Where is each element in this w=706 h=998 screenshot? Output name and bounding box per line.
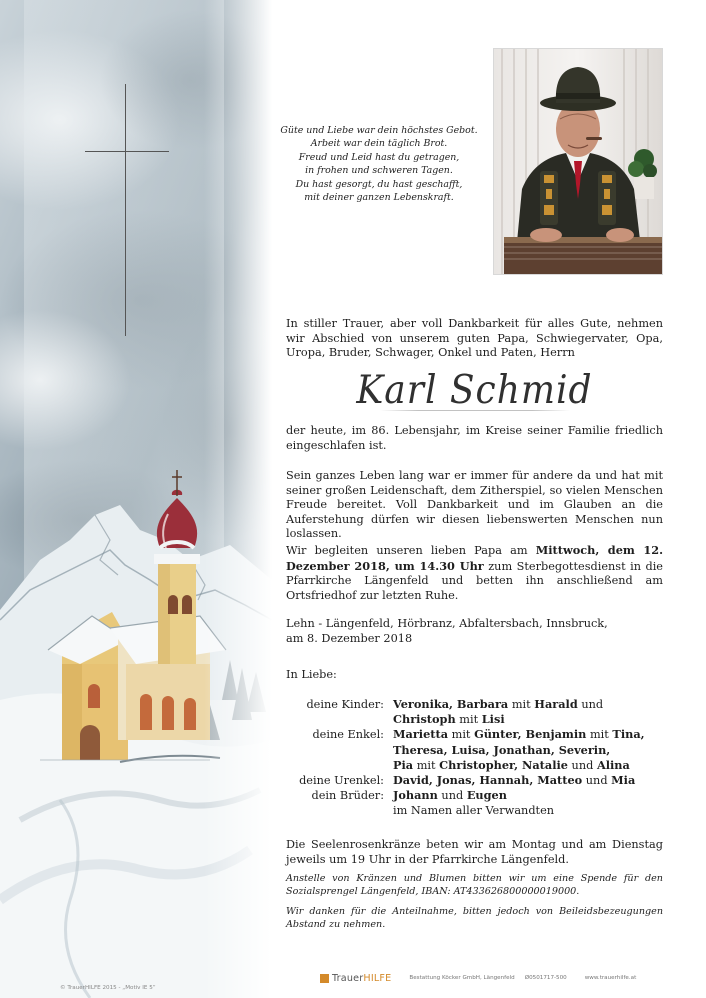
poem-line: Güte und Liebe war dein höchstes Gebot. — [280, 125, 478, 136]
family-list — [286, 697, 666, 819]
brueder-names: Johann und Eugen — [393, 788, 507, 803]
verwandte-line: im Namen aller Verwandten — [393, 804, 555, 818]
brueder-label: dein Brüder: — [311, 789, 384, 803]
enkel-label: deine Enkel: — [312, 728, 384, 742]
place-date — [286, 617, 663, 646]
poem — [272, 124, 486, 204]
kinder-names: Veronika, Barbara mit Harald und — [393, 697, 604, 711]
family-row — [286, 758, 666, 773]
urenkel-names: David, Jonas, Hannah, Matteo und Mia — [393, 772, 636, 787]
family-row — [286, 803, 666, 818]
company-name: Bestattung Köcker GmbH, Längenfeld — [409, 975, 515, 981]
enkel-names-2: Theresa, Luisa, Jonathan, Severin, — [393, 742, 611, 757]
family-row — [286, 788, 666, 803]
in-love-label: In Liebe: — [286, 668, 337, 681]
phone-number: Ø0501717-500 — [524, 975, 567, 981]
cross-horizontal-bar — [85, 151, 169, 152]
enkel-names-3: Pia mit Christopher, Natalie und Alina — [393, 757, 630, 772]
funeral-date: Mittwoch, dem 12. Dezember 2018, um 14.30 Uhr — [286, 543, 664, 573]
deceased-name-text: Karl Schmid — [356, 368, 593, 413]
copyright-note: © TrauerHILFE 2015 - „Motiv IE 5“ — [60, 985, 156, 991]
enkel-names: Marietta mit Günter, Benjamin mit Tina, — [393, 727, 645, 742]
date-line: am 8. Dezember 2018 — [286, 631, 413, 645]
cross-vertical-bar — [125, 84, 126, 336]
name-underline — [380, 410, 570, 411]
rosary-text: Die Seelenrosenkränze beten wir am Montag und am Dienstag jeweils um 19 Uhr in der Pfarrkirche Längenfeld. — [286, 838, 663, 866]
intro-text: In stiller Trauer, aber voll Dankbarkeit für alles Gute, nehmen wir Abschied von unserem guten Papa, Schwiegervater, Opa, Uropa, Bruder, Schwager, Onkel und Paten, Herrn — [286, 317, 663, 360]
family-row — [286, 773, 666, 788]
family-row — [286, 697, 666, 712]
kinder-label: deine Kinder: — [306, 698, 384, 711]
website-link[interactable]: www.trauerhilfe.at — [584, 975, 637, 981]
family-row — [286, 712, 666, 727]
place-line: Lehn - Längenfeld, Hörbranz, Abfaltersbach, Innsbruck, — [286, 617, 608, 630]
watercolor-church-panel — [0, 0, 272, 998]
death-text: der heute, im 86. Lebensjahr, im Kreise seiner Familie friedlich eingeschlafen ist. — [286, 424, 663, 452]
church-painting — [0, 0, 272, 998]
footer-brand — [320, 972, 636, 984]
donation-text: Anstelle von Kränzen und Blumen bitten wir um eine Spende für den Sozialsprengel Längenfeld, IBAN: AT433626800000019000. — [286, 873, 663, 897]
family-row — [286, 727, 666, 742]
poem-line: Freud und Leid hast du getragen, — [298, 151, 460, 163]
portrait-illustration — [494, 49, 662, 274]
portrait-photo — [494, 49, 662, 274]
kinder-names-2: Christoph mit Lisi — [393, 712, 505, 727]
funeral-pre: Wir begleiten unseren lieben Papa am — [286, 544, 536, 557]
deceased-name — [286, 370, 663, 411]
trauerhilfe-logo-icon — [320, 974, 329, 983]
life-text: Sein ganzes Leben lang war er immer für andere da und hat mit seiner großen Leidenschaft, dem Zitherspiel, so vielen Menschen Freude bereitet. Voll Dankbarkeit und im Glauben an die Auferstehung dürfen wir diesen liebenswerten Menschen nun loslassen. — [286, 469, 663, 541]
funeral-text — [286, 543, 663, 603]
poem-line: Du hast gesorgt, du hast geschafft, — [295, 178, 463, 190]
family-row — [286, 743, 666, 758]
poem-line: in frohen und schweren Tagen. — [305, 165, 453, 177]
thanks-text: Wir danken für die Anteilnahme, bitten jedoch von Beileidsbezeugungen Abstand zu nehmen. — [286, 906, 663, 930]
poem-line: mit deiner ganzen Lebenskraft. — [304, 192, 454, 204]
poem-line: Arbeit war dein täglich Brot. — [310, 138, 448, 150]
funeral-post: zum Sterbegottesdienst in die Pfarrkirche Längenfeld und betten ihn anschließend am Ortsfriedhof zur letzten Ruhe. — [286, 559, 663, 602]
urenkel-label: deine Urenkel: — [299, 773, 384, 787]
brand-name: TrauerHILFE — [332, 972, 392, 984]
